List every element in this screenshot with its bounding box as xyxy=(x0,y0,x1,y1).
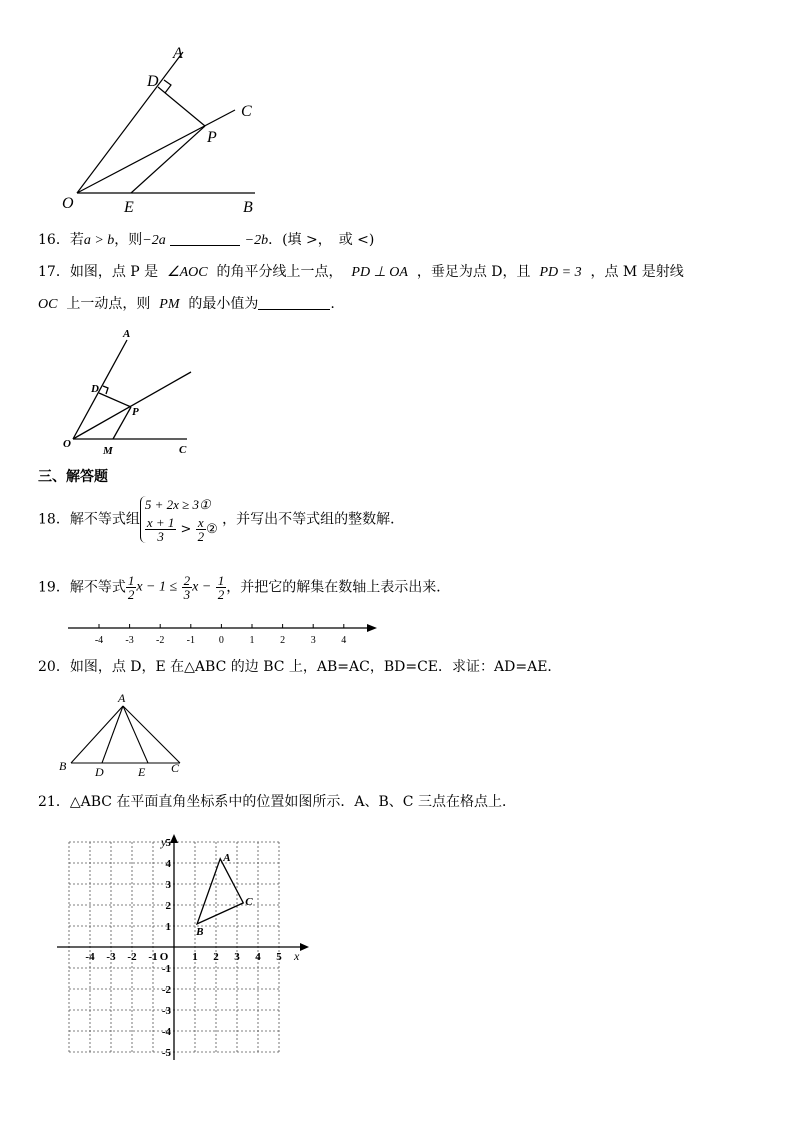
q18-gt: > xyxy=(180,522,192,537)
q17-text-b: 的角平分线上一点， xyxy=(216,264,343,280)
answer-blank-16[interactable] xyxy=(170,231,240,246)
q19-tail: ，并把它的解集在数轴上表示出来． xyxy=(226,579,451,596)
label-p: P xyxy=(207,129,217,146)
answer-blank-17[interactable] xyxy=(258,295,330,310)
label-d: D xyxy=(91,383,99,395)
x-tick-label: 4 xyxy=(255,951,261,963)
q17-angle: ∠AOC xyxy=(167,265,208,280)
q16-lhs: −2a xyxy=(142,233,166,248)
ray-oa xyxy=(77,52,183,193)
tick-label: -3 xyxy=(125,635,134,646)
q19-mid1: x − 1 ≤ xyxy=(136,579,178,595)
y-tick-label: -1 xyxy=(161,963,171,975)
question-21: 21．△ABC 在平面直角坐标系中的位置如图所示．A、B、C 三点在格点上． xyxy=(38,794,516,810)
x-tick-label: 5 xyxy=(276,951,282,963)
q16-number: 16．若 xyxy=(38,232,84,248)
y-tick-label: 3 xyxy=(165,879,171,891)
number-line xyxy=(65,618,385,648)
x-tick-label: 3 xyxy=(234,951,240,963)
x-axis-arrow xyxy=(300,943,309,951)
label-b: B xyxy=(243,199,253,216)
x-tick-label: 2 xyxy=(213,951,219,963)
q17-text-e: 上一动点，则 xyxy=(66,296,151,312)
x-tick-label: 1 xyxy=(192,951,198,963)
y-tick-label: -2 xyxy=(161,984,171,996)
y-tick-label: -5 xyxy=(161,1047,171,1059)
tick-label: 1 xyxy=(249,635,255,646)
y-tick-label: -3 xyxy=(161,1005,171,1017)
q18-number: 18．解不等式组 xyxy=(38,511,140,528)
label-a: A xyxy=(123,328,131,340)
y-tick-label: 1 xyxy=(165,921,171,933)
question-20: 20．如图，点 D，E 在△ABC 的边 BC 上，AB=AC，BD=CE．求证：AD=AE． xyxy=(38,659,562,675)
label-m: M xyxy=(103,445,113,457)
question-19 xyxy=(38,574,450,601)
point-c-label: C xyxy=(245,895,253,908)
q17-perp: PD ⊥ OA xyxy=(351,265,408,280)
tick-label: 2 xyxy=(280,635,286,646)
question-18 xyxy=(38,496,404,543)
label-p: P xyxy=(132,406,139,418)
q17-oc: OC xyxy=(38,297,58,312)
x-axis-label: x xyxy=(294,949,300,963)
segment-pe xyxy=(131,126,205,193)
ray-oc xyxy=(77,110,235,193)
label-o: O xyxy=(62,195,74,212)
q17-text-f: 的最小值为 xyxy=(188,296,259,312)
q17-text-c: ，垂足为点 D，且 xyxy=(416,264,531,280)
q17-pm: PM xyxy=(159,297,180,312)
tick-label: -2 xyxy=(156,635,165,646)
tick-label: 4 xyxy=(341,635,347,646)
q17-pd: PD = 3 xyxy=(539,265,582,280)
label-e: E xyxy=(138,765,146,779)
x-tick-label: -3 xyxy=(106,951,116,963)
label-d: D xyxy=(147,73,159,90)
label-e: E xyxy=(124,199,134,216)
question-17-line2 xyxy=(38,294,335,315)
question-17-line1 xyxy=(38,262,684,283)
label-c: C xyxy=(171,761,180,775)
y-tick-label: 5 xyxy=(165,837,171,849)
point-a-label: A xyxy=(223,851,231,864)
q19-frac2: $\frac{2}{3}$ xyxy=(183,573,191,602)
y-tick-label: 4 xyxy=(165,858,171,870)
q18-tail: ，并写出不等式组的整数解． xyxy=(222,511,405,528)
q19-frac3: $\frac{1}{2}$ xyxy=(217,573,225,602)
figure-angle-bisector-1 xyxy=(55,40,275,220)
question-16 xyxy=(38,230,374,251)
label-b: B xyxy=(59,759,67,773)
right-angle-mark xyxy=(164,80,171,93)
tick-label: -4 xyxy=(94,635,104,646)
q18-circle2: ② xyxy=(206,522,218,537)
label-a: A xyxy=(118,691,126,705)
figure-triangle-abc xyxy=(55,688,195,780)
point-b-label: B xyxy=(196,925,204,938)
label-c: C xyxy=(241,103,252,120)
q16-text: ，则 xyxy=(114,232,143,248)
figure-angle-bisector-2 xyxy=(55,325,205,460)
label-o: O xyxy=(63,438,71,450)
q16-rhs: −2b xyxy=(244,233,269,248)
x-tick-label: -4 xyxy=(85,951,95,963)
q19-number: 19．解不等式 xyxy=(38,579,126,596)
q16-condition: a > b xyxy=(83,233,115,248)
x-tick-label: -2 xyxy=(127,951,137,963)
coordinate-grid xyxy=(55,828,315,1063)
q18-frac1: $\frac{x + 1}{3}$ xyxy=(146,515,175,544)
section-heading: 三、解答题 xyxy=(38,469,108,485)
q19-frac1: $\frac{1}{2}$ xyxy=(127,573,135,602)
label-c: C xyxy=(179,444,187,456)
triangle-abc xyxy=(197,859,243,924)
tick-label: -1 xyxy=(186,635,195,646)
y-axis-label: y xyxy=(161,835,167,849)
label-d: D xyxy=(95,765,104,779)
y-axis-arrow xyxy=(170,834,178,843)
label-a: A xyxy=(173,45,183,62)
q17-text-d: ，点 M 是射线 xyxy=(590,264,684,280)
q18-frac2: $\frac{x}{2}$ xyxy=(197,515,205,544)
x-tick-label: -1 xyxy=(148,951,158,963)
tick-label: 3 xyxy=(310,635,316,646)
tick-label: 0 xyxy=(218,635,224,646)
y-tick-label: -4 xyxy=(161,1026,171,1038)
x-tick-label: O xyxy=(159,951,169,963)
q18-ineq1: 5 + 2x ≥ 3① xyxy=(144,497,211,512)
q19-mid2: x − xyxy=(192,579,212,595)
inequality-system xyxy=(140,496,218,543)
q16-tail: ．(填 >， 或 <) xyxy=(268,232,375,248)
q17-end: . xyxy=(330,296,335,312)
y-tick-label: 2 xyxy=(165,900,171,912)
q17-text-a: 17．如图，点 P 是 xyxy=(38,264,159,280)
